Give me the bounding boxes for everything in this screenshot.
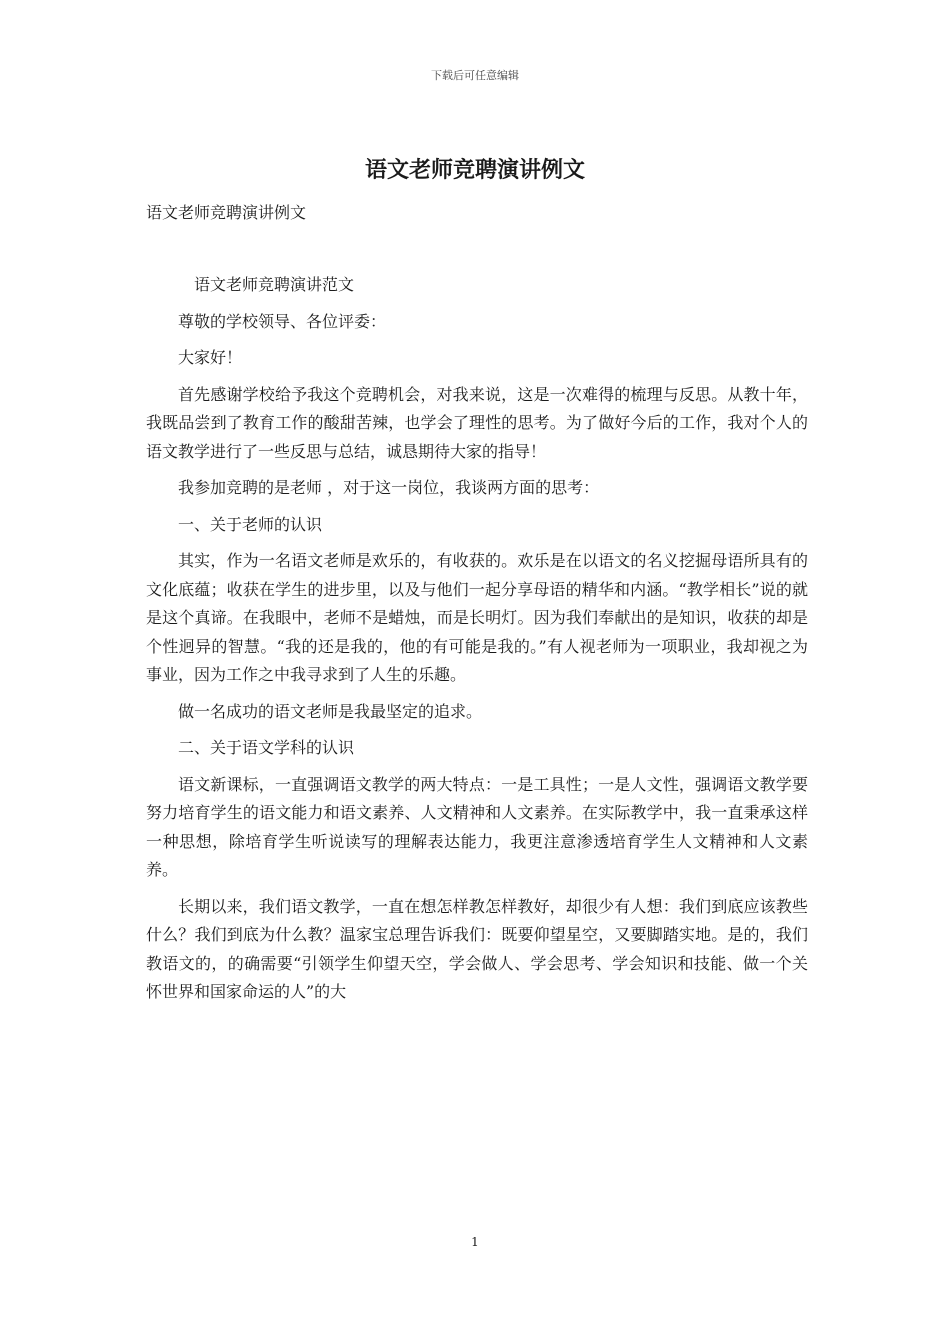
page-number: 1 [471,1235,479,1249]
body-paragraph: 我参加竞聘的是老师 ，对于这一岗位，我谈两方面的思考： [178,478,600,497]
body-paragraph: 做一名成功的语文老师是我最坚定的追求。 [178,701,483,721]
section-heading: 一、关于老师的认识 [178,514,323,534]
speech-heading: 语文老师竞聘演讲范文 [194,275,355,294]
greeting: 大家好！ [178,348,243,367]
salutation: 尊敬的学校领导、各位评委： [178,311,387,331]
document-subtitle: 语文老师竞聘演讲例文 [146,203,307,222]
body-paragraph: 首先感谢学校给予我这个竞聘机会，对我来说，这是一次难得的梳理与反思。从教十年，我既品尝到了教育工作的酸甜苦辣，也学会了理性的思考。为了做好今后的工作，我对个人的语文教学进行了一些反思与总结，诚恳期待大家的指导！ [146,384,808,461]
document-body [146,271,808,1015]
body-paragraph: 其实，作为一名语文老师是欢乐的，有收获的。欢乐是在以语文的名义挖掘母语所具有的文化底蕴；收获在学生的进步里，以及与他们一起分享母语的精华和内涵。“教学相长”说的就是这个真谛。在我眼中，老师不是蜡烛，而是长明灯。因为我们奉献出的是知识，收获的却是个性迥异的智慧。“我的还是我的，他的有可能是我的。”有人视老师为一项职业，我却视之为事业，因为工作之中我寻求到了人生的乐趣。 [146,551,808,684]
body-paragraph: 长期以来，我们语文教学，一直在想怎样教怎样教好，却很少有人想：我们到底应该教些什么？我们到底为什么教？温家宝总理告诉我们：既要仰望星空，又要脚踏实地。是的，我们教语文的，的确需要“引领学生仰望天空，学会做人、学会思考、学会知识和技能、做一个关怀世界和国家命运的人”的大 [146,896,808,1001]
body-paragraph: 语文新课标，一直强调语文教学的两大特点：一是工具性；一是人文性，强调语文教学要努力培育学生的语文能力和语文素养、人文精神和人文素养。在实际教学中，我一直秉承这样一种思想，除培育学生听说读写的理解表达能力，我更注意渗透培育学生人文精神和人文素养。 [146,774,808,879]
header-note: 下载后可任意编辑 [431,69,519,82]
document-title: 语文老师竞聘演讲例文 [364,157,585,183]
section-heading: 二、关于语文学科的认识 [178,738,355,757]
